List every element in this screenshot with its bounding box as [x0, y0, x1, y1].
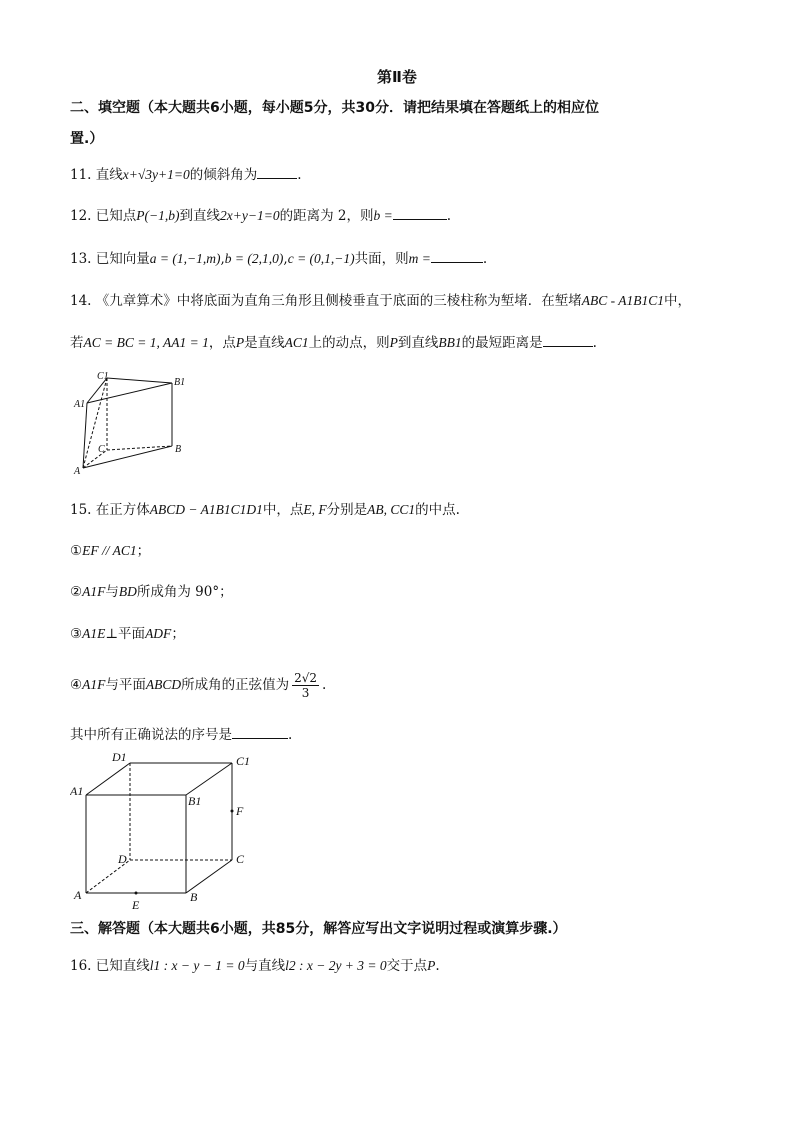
label-c: C — [236, 852, 245, 866]
statement-3: ③A1E⊥平面ADF； — [70, 626, 185, 642]
label-d1: D1 — [112, 750, 127, 764]
section-3-heading: 三、解答题（本大题共6小题，共85分，解答应写出文字说明过程或演算步骤.） — [70, 921, 567, 937]
edge-a1d1 — [86, 763, 130, 795]
question-13: 13. 已知向量a = (1,−1,m),b = (2,1,0),c = (0,1,−1)共面，则m = . — [70, 251, 488, 267]
edge-c1b1 — [107, 378, 172, 383]
statement-1: ①EF // AC1； — [70, 543, 151, 559]
question-15-ask: 其中所有正确说法的序号是 . — [70, 727, 293, 743]
statement-4: ④A1F与平面ABCD所成角的正弦值为 $\frac{2√2}{3}$ . — [70, 671, 327, 700]
q11-equation: x+√3y+1=0 — [122, 167, 190, 182]
answer-blank — [543, 334, 593, 347]
edge-a1b1 — [87, 383, 172, 403]
prism-figure — [70, 368, 200, 478]
label-b1: B1 — [188, 794, 202, 808]
answer-blank — [257, 166, 297, 179]
edge-ab — [83, 446, 172, 468]
label-a1: A1 — [74, 399, 86, 410]
label-c1: C1 — [97, 371, 109, 382]
question-14: 14. 《九章算术》中将底面为直角三角形且侧棱垂直于底面的三棱柱称为堑堵．在堑堵ABC - A1B1C1中， — [70, 293, 692, 309]
label-c1: C1 — [236, 754, 251, 768]
question-11: 11. 直线x+√3y+1=0的倾斜角为 . — [70, 167, 302, 183]
cube-figure — [70, 745, 260, 915]
question-12: 12. 已知点P(−1,b)到直线2x+y−1=0的距离为 2，则b = . — [70, 208, 452, 224]
answer-blank — [232, 726, 288, 739]
question-15: 15. 在正方体ABCD − A1B1C1D1中，点E, F分别是AB, CC1的中点. — [70, 502, 460, 518]
edge-a1a — [83, 403, 87, 468]
fraction: $\frac{2√2}{3}$ — [294, 671, 318, 700]
label-a1: A1 — [70, 784, 84, 798]
page-title: 第Ⅱ卷 — [377, 68, 417, 86]
answer-blank — [431, 250, 483, 263]
answer-blank — [393, 207, 447, 220]
edge-b1c1 — [186, 763, 232, 795]
label-a: A — [74, 888, 82, 902]
label-f: F — [236, 804, 244, 818]
question-14-cont: 若AC = BC = 1, AA1 = 1，点P是直线AC1上的动点，则P到直线BB1的最短距离是 . — [70, 335, 597, 351]
label-c: C — [98, 444, 105, 455]
label-d: D — [118, 852, 127, 866]
label-e: E — [132, 898, 140, 912]
statement-2: ②A1F与BD所成角为 90°； — [70, 584, 233, 600]
edge-bc — [186, 860, 232, 893]
section-2-heading-cont: 置.） — [70, 131, 104, 147]
label-b: B — [190, 890, 198, 904]
question-16: 16. 已知直线l1 : x − y − 1 = 0与直线l2 : x − 2y + 3 = 0交于点P. — [70, 958, 440, 974]
section-2-heading: 二、填空题（本大题共6小题，每小题5分，共30分．请把结果填在答题纸上的相应位 — [70, 100, 599, 116]
label-b: B — [175, 444, 182, 455]
label-a: A — [74, 466, 81, 477]
point-f — [231, 810, 234, 813]
label-b1: B1 — [174, 377, 186, 388]
point-e — [135, 892, 138, 895]
